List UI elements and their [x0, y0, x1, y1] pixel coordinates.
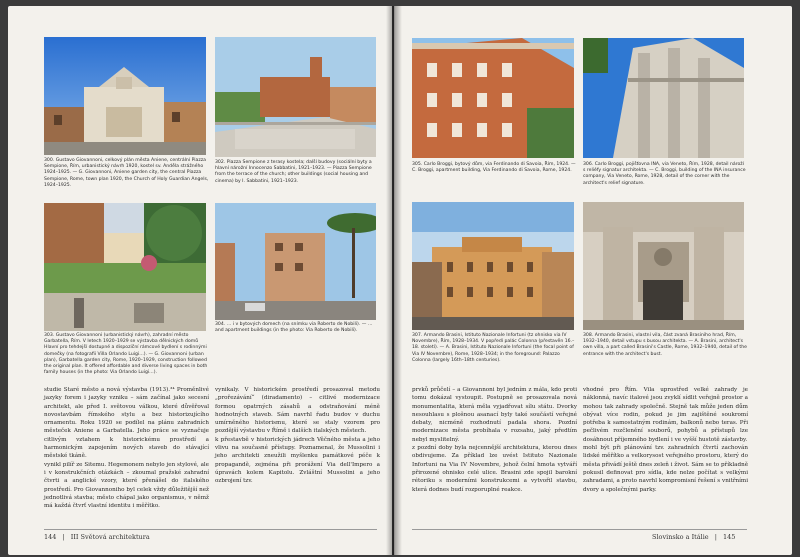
paragraph: k přestavbě v historických jádrech Věčného města a jeho vlivu na současné přístupy. Poznamenal, že Mussolini i jeho architekti zneužili myšlenku památkové péče k propagandě, zejména při prorážení Via dell'Impero a úpravách kolem Kapitolu. Zvláštní Mussolini a jeho ozbrojení tzv.	[215, 436, 380, 485]
photo-ina-building	[583, 38, 744, 158]
caption-308: 308. Armando Brasini, vlastní vila, část zvaná Brasiniho hrad, Řím, 1932–1940, detail vstupu s busou architekta. — A. Brasini, architect's own villa, a part called Brasini's Castle, Rome, 1932–1940, detail of the entrance with the architect's bust.	[583, 333, 747, 357]
footer-rule	[412, 529, 747, 530]
footer-right: Slovinsko a Itálie | 145	[652, 533, 736, 541]
photo-aniene-church	[44, 37, 206, 155]
footer-left: 144 | III Světová architektura	[44, 533, 150, 541]
photo-roberto-de-nobili	[215, 203, 376, 320]
caption-304: 304. … i v bytových domech (na snímku via Roberto de Nobili). — … and apartment buildings (in the photo: Via Roberto de Nobili).	[215, 322, 373, 334]
caption-302: 302. Piazza Sempione z terasy kostela; další budovy (sociální byty a hlavní nárožní Innocenzo Sabbatini, 1921–1923. — Piazza Sempione from the terrace of the church; other buildings (social housing and cinema) by I. Sabbatini, 1921–1923.	[215, 160, 372, 184]
footer-rule	[44, 529, 377, 530]
paragraph: studie Staré město a nová výstavba (1913).³⁴ Proměnlivé jazyky forem i jazyky vzniku – sám začínal jako secesní architekt, ale před I. světovou válkou, které důvěřoval novostavbám římského stylu a bez historizujícího ornamentu. Roku 1920 se podílel na plánu zahradních městeček Aniene a Garbatella. Jeho práce se vyznačuje citlivým vztahem k historickému prostředí a harmonickým zapojením nových staveb do stávající městské tkáně.	[44, 387, 209, 460]
caption-300: 300. Gustavo Giovannoni, celkový plán města Aniene, centrální Piazza Sempione, Řím, urbanistický návrh 1920, kostel sv. Anděla strážného 1924–1925. — G. Giovannoni, Aniene garden city, the central Piazza Sempione, Rome, town plan 1920, the Church of Holy Guardian Angels, 1924–1925.	[44, 158, 209, 188]
photo-broggi-apartment	[412, 38, 574, 158]
paragraph: vynikl pilíř ze Sitemu. Hegemonem nebylo jen stylové, ale i v konstrukčních otázkách – zkoumal pražské zahradní čtvrti a anglické vzory, které přenášel do italského prostředí. Pro Giovannoniho byl celek vždy důležitější než jednotlivá stavba; město chápal jako organismus, v němž má každá čtvrť vlastní identitu i měřítko.	[44, 461, 209, 510]
paragraph: vynikaly. V historickém prostředí prosazoval metodu „prořezávání“ (diradamento) – citlivé modernizace formou opatrných zásahů a odstraňování méně hodnotných staveb. Sám navrhl řadu budov v duchu umírněného historismu, které se staly vzorem pro pozdější výstavbu v Římě i dalších italských městech.	[215, 387, 380, 435]
paragraph: vhodné pro Řím. Vila uprostřed velké zahrady je náklonná, navíc italové jsou zvyklí sídlit veřejně prostor a mohou tak zahrady společně. Stejně tak může jeden dům obývat více rodin, pokud je jim zajištěné soukromí potřeba k samostatným rodinám, balkonů nebo teras. Při pečlivém rozčlenění souborů, pohybů a přístupů lze dosáhnout příjemného bydlení i ve vyšší hustotě zástavby.	[583, 387, 748, 443]
body-text-left-col2	[215, 386, 380, 526]
page-number: 145	[723, 533, 736, 541]
section-title: Slovinsko a Itálie	[652, 533, 709, 541]
body-text-right-col2	[583, 386, 748, 526]
section-title: III Světová architektura	[70, 533, 150, 541]
caption-306: 306. Carlo Broggi, pojišťovna INA, via Veneto, Řím, 1928, detail nároží s reliéfy signatur architekta. — C. Broggi, building of the INA insurance company, Via Veneto, Rome, 1928, detail of the corner with the architect's relief signature.	[583, 162, 746, 186]
caption-305: 305. Carlo Broggi, bytový dům, via Ferdinando di Savoia, Řím, 1924. — C. Broggi, apartment building, Via Ferdinando di Savoia, Rome, 1924.	[412, 162, 576, 174]
body-text-right-col1	[412, 386, 577, 526]
photo-garbatella	[44, 203, 206, 331]
photo-brasini-villa	[583, 202, 744, 330]
paragraph: mohl být při plánování tzv. zahradních čtvrtí zachován lidské měřítko a velkorysost veřejného prostoru, který do města přivádí ještě dnes zeleň i život. Sám se to příkladně pokusil definovat pro sídla, kde nelze počítat s velkými zahradami, a proto navrhl kompromisní řešení s vnitřními dvory a společnými parky.	[583, 445, 748, 493]
photo-piazza-sempione	[215, 37, 376, 157]
photo-brasini-institute	[412, 202, 574, 330]
paragraph: prvků průčelí – a Giovannoni byl jedním z mála, kdo proti tomu dokázal vystoupit. Postupně se prosazovala nová monumentalita, která měla vyjadřovat sílu státu. Dvorky nesouhlasu s plošnou asanací byly také součástí veřejné debaty, nicméně rozhodnutí padala shora. Pozdní modernizace města probíhala v rozsahu, jaký předtím nebyl myslitelný.	[412, 387, 577, 443]
body-text-left-col1	[44, 386, 209, 526]
right-page	[394, 6, 792, 555]
caption-303: 303. Gustavo Giovannoni (urbanistický návrh), zahradní město Garbatella, Řím. V letech 1920–1929 se výstavba dělnických domů Hlavní pro tehdejší dostupné a dispoziční rámcové bydlení s rodinnými domečky (na fotografii Villa Orlando Luigi…). — G. Giovannoni (urban plan), Garbatella garden city, Rome, 1920–1929, construction followed the original plan. It offered affordable and diverse living spaces in both family houses (in the photo: Via Orlando Luigi…).	[44, 333, 208, 376]
caption-307: 307. Armando Brasini, Istituto Nazionale Infortuni (tz ohnisko via IV Novembre), Řím, 1928–1934. V popředí palác Colonna (přestavěn 16.–18. století). — A. Brasini, Istituto Nazionale Infortuni (the focal point of Via IV Novembre), Rome, 1928–1934; in the foreground: Palazzo Colonna (largely 16th–18th centuries).	[412, 333, 575, 363]
paragraph: z pozdní doby byla nejcennější architektura, kterou dnes obdivujeme. Za příklad lze uvést Istituto Nazionale Infortuni na Via IV Novembre, jehož čelní hmota vytváří přirozené ohnisko celé ulice. Brasini zde spojil barokní rétoriku s moderními konstrukcemi a vytvořil stavbu, která dodnes budí rozporuplné reakce.	[412, 445, 577, 493]
page-number: 144	[44, 533, 57, 541]
left-page	[8, 6, 392, 555]
